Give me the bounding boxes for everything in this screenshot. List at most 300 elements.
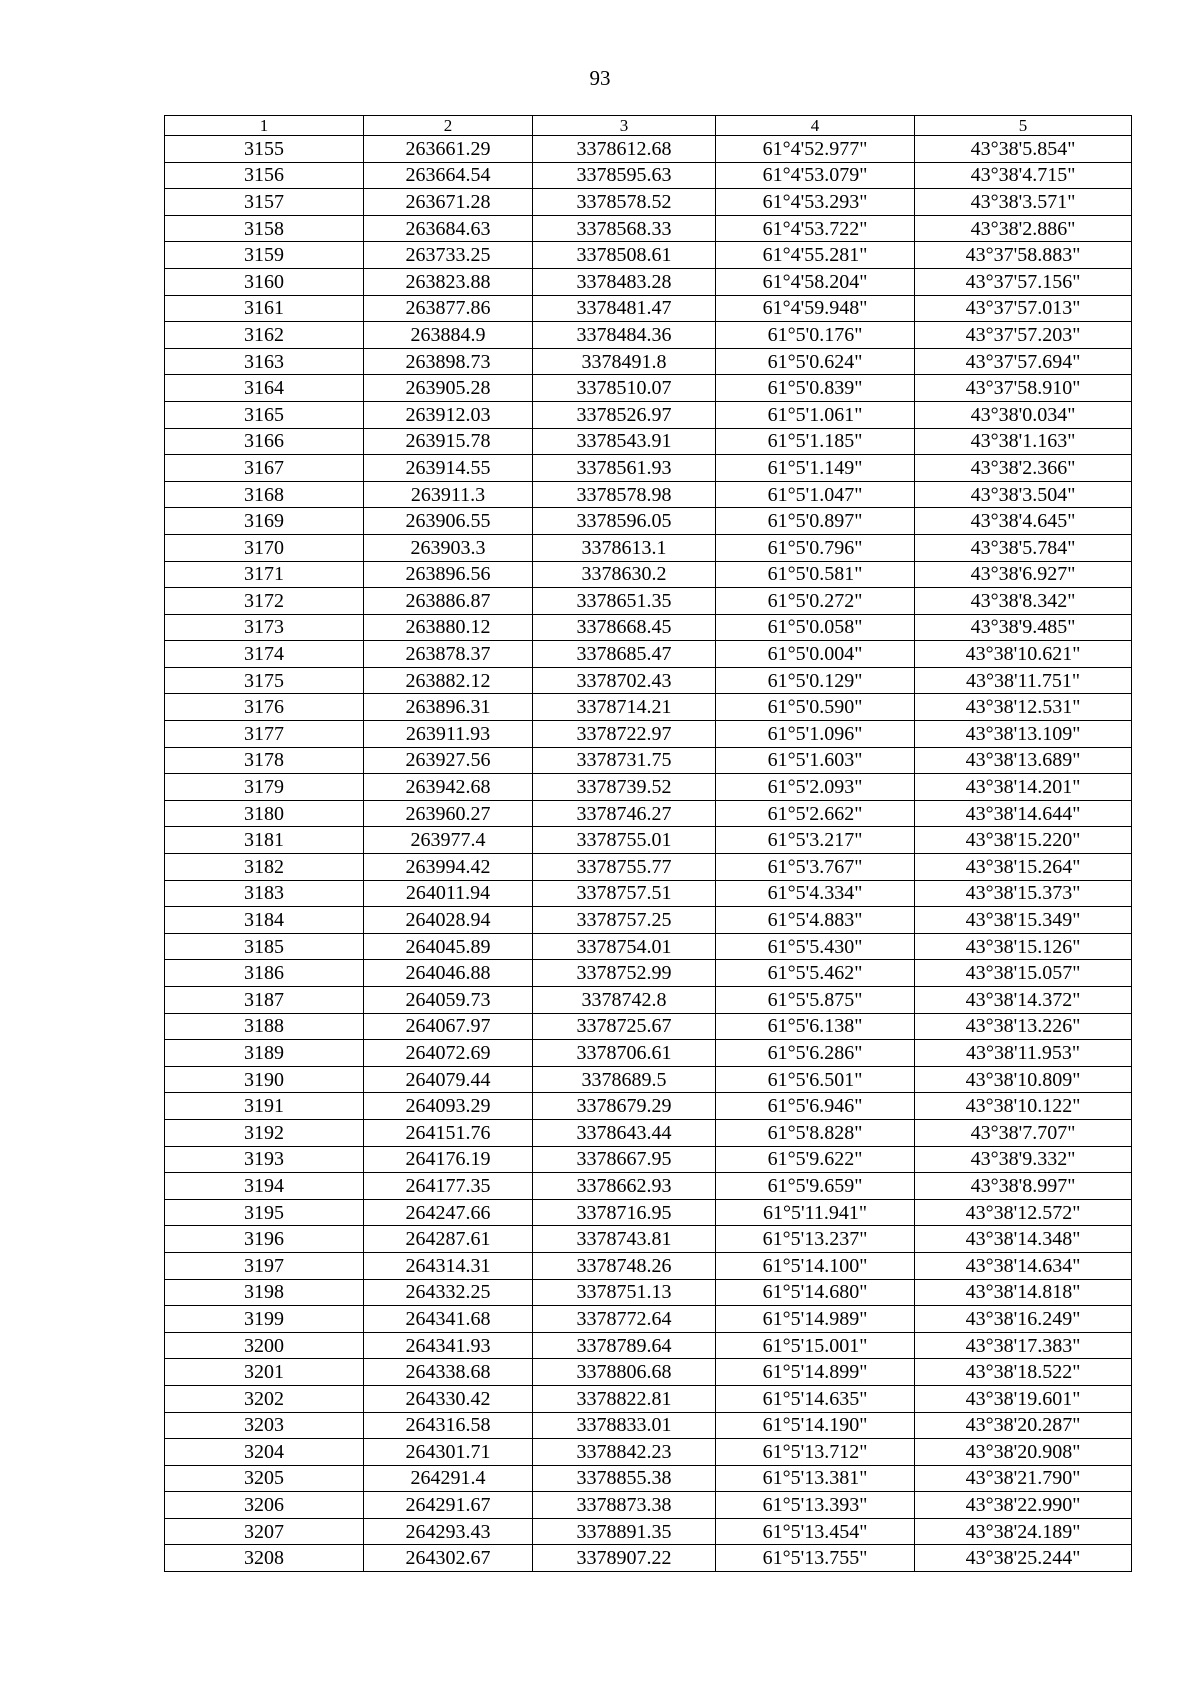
y-coordinate-cell: 3378510.07	[533, 375, 716, 402]
point-number-cell: 3196	[165, 1226, 364, 1253]
latitude-cell: 43°38'9.485"	[915, 614, 1132, 641]
point-number-cell: 3203	[165, 1412, 364, 1439]
longitude-cell: 61°5'1.185"	[716, 428, 915, 455]
table-row	[165, 1093, 1132, 1120]
point-number-cell: 3206	[165, 1492, 364, 1519]
point-number-cell: 3161	[165, 295, 364, 322]
point-number-cell: 3167	[165, 455, 364, 482]
y-coordinate-cell: 3378491.8	[533, 348, 716, 375]
y-coordinate-cell: 3378543.91	[533, 428, 716, 455]
y-coordinate-cell: 3378630.2	[533, 561, 716, 588]
latitude-cell: 43°38'5.854"	[915, 136, 1132, 163]
x-coordinate-cell: 264302.67	[364, 1545, 533, 1572]
latitude-cell: 43°38'14.634"	[915, 1252, 1132, 1279]
x-coordinate-cell: 263912.03	[364, 401, 533, 428]
point-number-cell: 3163	[165, 348, 364, 375]
point-number-cell: 3155	[165, 136, 364, 163]
x-coordinate-cell: 263886.87	[364, 588, 533, 615]
latitude-cell: 43°38'13.109"	[915, 721, 1132, 748]
x-coordinate-cell: 263903.3	[364, 534, 533, 561]
longitude-cell: 61°5'13.237"	[716, 1226, 915, 1253]
x-coordinate-cell: 264093.29	[364, 1093, 533, 1120]
x-coordinate-cell: 264176.19	[364, 1146, 533, 1173]
y-coordinate-cell: 3378568.33	[533, 215, 716, 242]
y-coordinate-cell: 3378739.52	[533, 774, 716, 801]
y-coordinate-cell: 3378751.13	[533, 1279, 716, 1306]
point-number-cell: 3164	[165, 375, 364, 402]
y-coordinate-cell: 3378891.35	[533, 1518, 716, 1545]
x-coordinate-cell: 264341.93	[364, 1332, 533, 1359]
x-coordinate-cell: 263898.73	[364, 348, 533, 375]
latitude-cell: 43°37'58.910"	[915, 375, 1132, 402]
table-row	[165, 295, 1132, 322]
longitude-cell: 61°5'1.096"	[716, 721, 915, 748]
latitude-cell: 43°38'19.601"	[915, 1385, 1132, 1412]
longitude-cell: 61°5'2.093"	[716, 774, 915, 801]
x-coordinate-cell: 263911.3	[364, 481, 533, 508]
y-coordinate-cell: 3378596.05	[533, 508, 716, 535]
x-coordinate-cell: 264177.35	[364, 1173, 533, 1200]
y-coordinate-cell: 3378755.01	[533, 827, 716, 854]
table-row	[165, 1146, 1132, 1173]
y-coordinate-cell: 3378668.45	[533, 614, 716, 641]
x-coordinate-cell: 263671.28	[364, 189, 533, 216]
column-header-5: 5	[915, 116, 1132, 136]
x-coordinate-cell: 263884.9	[364, 322, 533, 349]
point-number-cell: 3171	[165, 561, 364, 588]
x-coordinate-cell: 263877.86	[364, 295, 533, 322]
table-row	[165, 1119, 1132, 1146]
latitude-cell: 43°38'11.953"	[915, 1040, 1132, 1067]
longitude-cell: 61°4'55.281"	[716, 242, 915, 269]
column-header-3: 3	[533, 116, 716, 136]
point-number-cell: 3162	[165, 322, 364, 349]
latitude-cell: 43°38'14.818"	[915, 1279, 1132, 1306]
point-number-cell: 3176	[165, 694, 364, 721]
latitude-cell: 43°38'15.220"	[915, 827, 1132, 854]
longitude-cell: 61°5'6.286"	[716, 1040, 915, 1067]
longitude-cell: 61°5'6.138"	[716, 1013, 915, 1040]
longitude-cell: 61°5'0.581"	[716, 561, 915, 588]
latitude-cell: 43°38'6.927"	[915, 561, 1132, 588]
table-row	[165, 242, 1132, 269]
longitude-cell: 61°5'4.883"	[716, 907, 915, 934]
latitude-cell: 43°38'8.997"	[915, 1173, 1132, 1200]
x-coordinate-cell: 264287.61	[364, 1226, 533, 1253]
y-coordinate-cell: 3378806.68	[533, 1359, 716, 1386]
y-coordinate-cell: 3378822.81	[533, 1385, 716, 1412]
x-coordinate-cell: 264291.4	[364, 1465, 533, 1492]
y-coordinate-cell: 3378731.75	[533, 747, 716, 774]
point-number-cell: 3205	[165, 1465, 364, 1492]
latitude-cell: 43°38'11.751"	[915, 667, 1132, 694]
table-row	[165, 1359, 1132, 1386]
table-row	[165, 800, 1132, 827]
x-coordinate-cell: 264293.43	[364, 1518, 533, 1545]
x-coordinate-cell: 263733.25	[364, 242, 533, 269]
table-row	[165, 987, 1132, 1014]
y-coordinate-cell: 3378742.8	[533, 987, 716, 1014]
latitude-cell: 43°38'12.572"	[915, 1199, 1132, 1226]
longitude-cell: 61°4'59.948"	[716, 295, 915, 322]
point-number-cell: 3190	[165, 1066, 364, 1093]
latitude-cell: 43°38'17.383"	[915, 1332, 1132, 1359]
latitude-cell: 43°38'13.226"	[915, 1013, 1132, 1040]
table-row	[165, 189, 1132, 216]
x-coordinate-cell: 263896.31	[364, 694, 533, 721]
point-number-cell: 3169	[165, 508, 364, 535]
latitude-cell: 43°38'21.790"	[915, 1465, 1132, 1492]
x-coordinate-cell: 263896.56	[364, 561, 533, 588]
table-row	[165, 1492, 1132, 1519]
x-coordinate-cell: 264330.42	[364, 1385, 533, 1412]
latitude-cell: 43°38'1.163"	[915, 428, 1132, 455]
latitude-cell: 43°38'20.908"	[915, 1439, 1132, 1466]
table-row	[165, 1518, 1132, 1545]
table-row	[165, 1385, 1132, 1412]
latitude-cell: 43°38'2.886"	[915, 215, 1132, 242]
longitude-cell: 61°5'2.662"	[716, 800, 915, 827]
x-coordinate-cell: 264332.25	[364, 1279, 533, 1306]
x-coordinate-cell: 264301.71	[364, 1439, 533, 1466]
point-number-cell: 3177	[165, 721, 364, 748]
table-row	[165, 641, 1132, 668]
table-row	[165, 1279, 1132, 1306]
latitude-cell: 43°37'57.203"	[915, 322, 1132, 349]
x-coordinate-cell: 263878.37	[364, 641, 533, 668]
y-coordinate-cell: 3378483.28	[533, 268, 716, 295]
point-number-cell: 3157	[165, 189, 364, 216]
y-coordinate-cell: 3378907.22	[533, 1545, 716, 1572]
point-number-cell: 3189	[165, 1040, 364, 1067]
table-row	[165, 428, 1132, 455]
y-coordinate-cell: 3378725.67	[533, 1013, 716, 1040]
table-row	[165, 215, 1132, 242]
y-coordinate-cell: 3378833.01	[533, 1412, 716, 1439]
latitude-cell: 43°37'57.694"	[915, 348, 1132, 375]
latitude-cell: 43°38'3.504"	[915, 481, 1132, 508]
longitude-cell: 61°5'0.129"	[716, 667, 915, 694]
longitude-cell: 61°4'58.204"	[716, 268, 915, 295]
y-coordinate-cell: 3378772.64	[533, 1306, 716, 1333]
y-coordinate-cell: 3378757.51	[533, 880, 716, 907]
point-number-cell: 3173	[165, 614, 364, 641]
x-coordinate-cell: 264079.44	[364, 1066, 533, 1093]
x-coordinate-cell: 264059.73	[364, 987, 533, 1014]
x-coordinate-cell: 264067.97	[364, 1013, 533, 1040]
latitude-cell: 43°38'7.707"	[915, 1119, 1132, 1146]
y-coordinate-cell: 3378754.01	[533, 933, 716, 960]
table-row	[165, 1306, 1132, 1333]
x-coordinate-cell: 264291.67	[364, 1492, 533, 1519]
table-row	[165, 1173, 1132, 1200]
coordinates-table	[164, 115, 1132, 1572]
table-row	[165, 561, 1132, 588]
point-number-cell: 3181	[165, 827, 364, 854]
y-coordinate-cell: 3378689.5	[533, 1066, 716, 1093]
table-row	[165, 747, 1132, 774]
point-number-cell: 3159	[165, 242, 364, 269]
longitude-cell: 61°5'13.381"	[716, 1465, 915, 1492]
longitude-cell: 61°5'9.659"	[716, 1173, 915, 1200]
longitude-cell: 61°5'6.946"	[716, 1093, 915, 1120]
y-coordinate-cell: 3378595.63	[533, 162, 716, 189]
longitude-cell: 61°5'8.828"	[716, 1119, 915, 1146]
point-number-cell: 3198	[165, 1279, 364, 1306]
x-coordinate-cell: 263911.93	[364, 721, 533, 748]
longitude-cell: 61°5'4.334"	[716, 880, 915, 907]
x-coordinate-cell: 264011.94	[364, 880, 533, 907]
point-number-cell: 3174	[165, 641, 364, 668]
table-row	[165, 907, 1132, 934]
point-number-cell: 3199	[165, 1306, 364, 1333]
longitude-cell: 61°5'0.796"	[716, 534, 915, 561]
longitude-cell: 61°5'9.622"	[716, 1146, 915, 1173]
latitude-cell: 43°37'57.156"	[915, 268, 1132, 295]
table-row	[165, 721, 1132, 748]
x-coordinate-cell: 263927.56	[364, 747, 533, 774]
table-row	[165, 348, 1132, 375]
point-number-cell: 3166	[165, 428, 364, 455]
y-coordinate-cell: 3378743.81	[533, 1226, 716, 1253]
point-number-cell: 3180	[165, 800, 364, 827]
x-coordinate-cell: 263880.12	[364, 614, 533, 641]
table-row	[165, 162, 1132, 189]
latitude-cell: 43°38'15.057"	[915, 960, 1132, 987]
point-number-cell: 3178	[165, 747, 364, 774]
latitude-cell: 43°38'3.571"	[915, 189, 1132, 216]
point-number-cell: 3160	[165, 268, 364, 295]
point-number-cell: 3179	[165, 774, 364, 801]
point-number-cell: 3183	[165, 880, 364, 907]
x-coordinate-cell: 263994.42	[364, 854, 533, 881]
y-coordinate-cell: 3378578.98	[533, 481, 716, 508]
longitude-cell: 61°5'1.061"	[716, 401, 915, 428]
point-number-cell: 3197	[165, 1252, 364, 1279]
table-row	[165, 960, 1132, 987]
longitude-cell: 61°5'5.462"	[716, 960, 915, 987]
longitude-cell: 61°5'13.755"	[716, 1545, 915, 1572]
latitude-cell: 43°38'13.689"	[915, 747, 1132, 774]
point-number-cell: 3170	[165, 534, 364, 561]
point-number-cell: 3204	[165, 1439, 364, 1466]
x-coordinate-cell: 264247.66	[364, 1199, 533, 1226]
longitude-cell: 61°5'6.501"	[716, 1066, 915, 1093]
y-coordinate-cell: 3378612.68	[533, 136, 716, 163]
x-coordinate-cell: 263661.29	[364, 136, 533, 163]
longitude-cell: 61°5'3.217"	[716, 827, 915, 854]
latitude-cell: 43°38'0.034"	[915, 401, 1132, 428]
point-number-cell: 3201	[165, 1359, 364, 1386]
latitude-cell: 43°38'10.809"	[915, 1066, 1132, 1093]
table-row	[165, 1040, 1132, 1067]
table-row	[165, 1252, 1132, 1279]
table-row	[165, 854, 1132, 881]
latitude-cell: 43°38'5.784"	[915, 534, 1132, 561]
longitude-cell: 61°5'14.899"	[716, 1359, 915, 1386]
point-number-cell: 3185	[165, 933, 364, 960]
y-coordinate-cell: 3378706.61	[533, 1040, 716, 1067]
x-coordinate-cell: 263977.4	[364, 827, 533, 854]
latitude-cell: 43°38'14.644"	[915, 800, 1132, 827]
point-number-cell: 3208	[165, 1545, 364, 1572]
y-coordinate-cell: 3378842.23	[533, 1439, 716, 1466]
point-number-cell: 3156	[165, 162, 364, 189]
table-header-row	[165, 116, 1132, 136]
x-coordinate-cell: 264316.58	[364, 1412, 533, 1439]
longitude-cell: 61°5'0.590"	[716, 694, 915, 721]
x-coordinate-cell: 264151.76	[364, 1119, 533, 1146]
point-number-cell: 3192	[165, 1119, 364, 1146]
y-coordinate-cell: 3378578.52	[533, 189, 716, 216]
y-coordinate-cell: 3378508.61	[533, 242, 716, 269]
point-number-cell: 3172	[165, 588, 364, 615]
table-row	[165, 827, 1132, 854]
x-coordinate-cell: 263942.68	[364, 774, 533, 801]
x-coordinate-cell: 263960.27	[364, 800, 533, 827]
table-row	[165, 1332, 1132, 1359]
latitude-cell: 43°38'10.621"	[915, 641, 1132, 668]
table-row	[165, 136, 1132, 163]
table-row	[165, 588, 1132, 615]
x-coordinate-cell: 263906.55	[364, 508, 533, 535]
table-row	[165, 1545, 1132, 1572]
longitude-cell: 61°5'11.941"	[716, 1199, 915, 1226]
x-coordinate-cell: 264045.89	[364, 933, 533, 960]
column-header-1: 1	[165, 116, 364, 136]
x-coordinate-cell: 264028.94	[364, 907, 533, 934]
table-row	[165, 1066, 1132, 1093]
latitude-cell: 43°38'15.264"	[915, 854, 1132, 881]
y-coordinate-cell: 3378702.43	[533, 667, 716, 694]
x-coordinate-cell: 263664.54	[364, 162, 533, 189]
table-row	[165, 1439, 1132, 1466]
table-row	[165, 880, 1132, 907]
column-header-2: 2	[364, 116, 533, 136]
table-body	[165, 136, 1132, 1572]
latitude-cell: 43°38'12.531"	[915, 694, 1132, 721]
point-number-cell: 3202	[165, 1385, 364, 1412]
latitude-cell: 43°38'15.126"	[915, 933, 1132, 960]
latitude-cell: 43°38'2.366"	[915, 455, 1132, 482]
longitude-cell: 61°5'1.047"	[716, 481, 915, 508]
latitude-cell: 43°38'10.122"	[915, 1093, 1132, 1120]
longitude-cell: 61°4'52.977"	[716, 136, 915, 163]
table-row	[165, 481, 1132, 508]
y-coordinate-cell: 3378662.93	[533, 1173, 716, 1200]
point-number-cell: 3165	[165, 401, 364, 428]
table-row	[165, 268, 1132, 295]
y-coordinate-cell: 3378685.47	[533, 641, 716, 668]
y-coordinate-cell: 3378714.21	[533, 694, 716, 721]
x-coordinate-cell: 264341.68	[364, 1306, 533, 1333]
table-row	[165, 614, 1132, 641]
longitude-cell: 61°5'14.635"	[716, 1385, 915, 1412]
longitude-cell: 61°4'53.079"	[716, 162, 915, 189]
x-coordinate-cell: 263823.88	[364, 268, 533, 295]
point-number-cell: 3188	[165, 1013, 364, 1040]
x-coordinate-cell: 264338.68	[364, 1359, 533, 1386]
latitude-cell: 43°38'25.244"	[915, 1545, 1132, 1572]
point-number-cell: 3194	[165, 1173, 364, 1200]
table-row	[165, 1412, 1132, 1439]
table-row	[165, 534, 1132, 561]
point-number-cell: 3207	[165, 1518, 364, 1545]
longitude-cell: 61°5'3.767"	[716, 854, 915, 881]
latitude-cell: 43°38'14.201"	[915, 774, 1132, 801]
y-coordinate-cell: 3378722.97	[533, 721, 716, 748]
table-row	[165, 933, 1132, 960]
latitude-cell: 43°38'15.349"	[915, 907, 1132, 934]
longitude-cell: 61°5'15.001"	[716, 1332, 915, 1359]
table-row	[165, 774, 1132, 801]
latitude-cell: 43°38'22.990"	[915, 1492, 1132, 1519]
x-coordinate-cell: 263684.63	[364, 215, 533, 242]
point-number-cell: 3200	[165, 1332, 364, 1359]
point-number-cell: 3193	[165, 1146, 364, 1173]
longitude-cell: 61°5'13.393"	[716, 1492, 915, 1519]
table-row	[165, 455, 1132, 482]
longitude-cell: 61°5'0.176"	[716, 322, 915, 349]
longitude-cell: 61°5'0.624"	[716, 348, 915, 375]
y-coordinate-cell: 3378855.38	[533, 1465, 716, 1492]
latitude-cell: 43°38'9.332"	[915, 1146, 1132, 1173]
y-coordinate-cell: 3378755.77	[533, 854, 716, 881]
latitude-cell: 43°38'8.342"	[915, 588, 1132, 615]
point-number-cell: 3184	[165, 907, 364, 934]
x-coordinate-cell: 263882.12	[364, 667, 533, 694]
x-coordinate-cell: 263915.78	[364, 428, 533, 455]
table-row	[165, 1013, 1132, 1040]
point-number-cell: 3168	[165, 481, 364, 508]
longitude-cell: 61°5'14.989"	[716, 1306, 915, 1333]
longitude-cell: 61°5'1.603"	[716, 747, 915, 774]
table-row	[165, 508, 1132, 535]
latitude-cell: 43°38'15.373"	[915, 880, 1132, 907]
longitude-cell: 61°5'0.058"	[716, 614, 915, 641]
latitude-cell: 43°37'57.013"	[915, 295, 1132, 322]
longitude-cell: 61°5'0.272"	[716, 588, 915, 615]
table-row	[165, 1465, 1132, 1492]
latitude-cell: 43°38'14.348"	[915, 1226, 1132, 1253]
longitude-cell: 61°5'13.712"	[716, 1439, 915, 1466]
page-number: 93	[589, 66, 611, 90]
y-coordinate-cell: 3378561.93	[533, 455, 716, 482]
y-coordinate-cell: 3378651.35	[533, 588, 716, 615]
latitude-cell: 43°38'24.189"	[915, 1518, 1132, 1545]
x-coordinate-cell: 264314.31	[364, 1252, 533, 1279]
column-header-4: 4	[716, 116, 915, 136]
point-number-cell: 3195	[165, 1199, 364, 1226]
table-row	[165, 1226, 1132, 1253]
longitude-cell: 61°5'0.897"	[716, 508, 915, 535]
x-coordinate-cell: 263914.55	[364, 455, 533, 482]
longitude-cell: 61°4'53.722"	[716, 215, 915, 242]
table-row	[165, 1199, 1132, 1226]
longitude-cell: 61°5'5.430"	[716, 933, 915, 960]
y-coordinate-cell: 3378679.29	[533, 1093, 716, 1120]
point-number-cell: 3186	[165, 960, 364, 987]
y-coordinate-cell: 3378526.97	[533, 401, 716, 428]
longitude-cell: 61°5'0.004"	[716, 641, 915, 668]
y-coordinate-cell: 3378643.44	[533, 1119, 716, 1146]
latitude-cell: 43°38'4.715"	[915, 162, 1132, 189]
y-coordinate-cell: 3378752.99	[533, 960, 716, 987]
longitude-cell: 61°5'14.680"	[716, 1279, 915, 1306]
table-row	[165, 322, 1132, 349]
point-number-cell: 3191	[165, 1093, 364, 1120]
point-number-cell: 3182	[165, 854, 364, 881]
